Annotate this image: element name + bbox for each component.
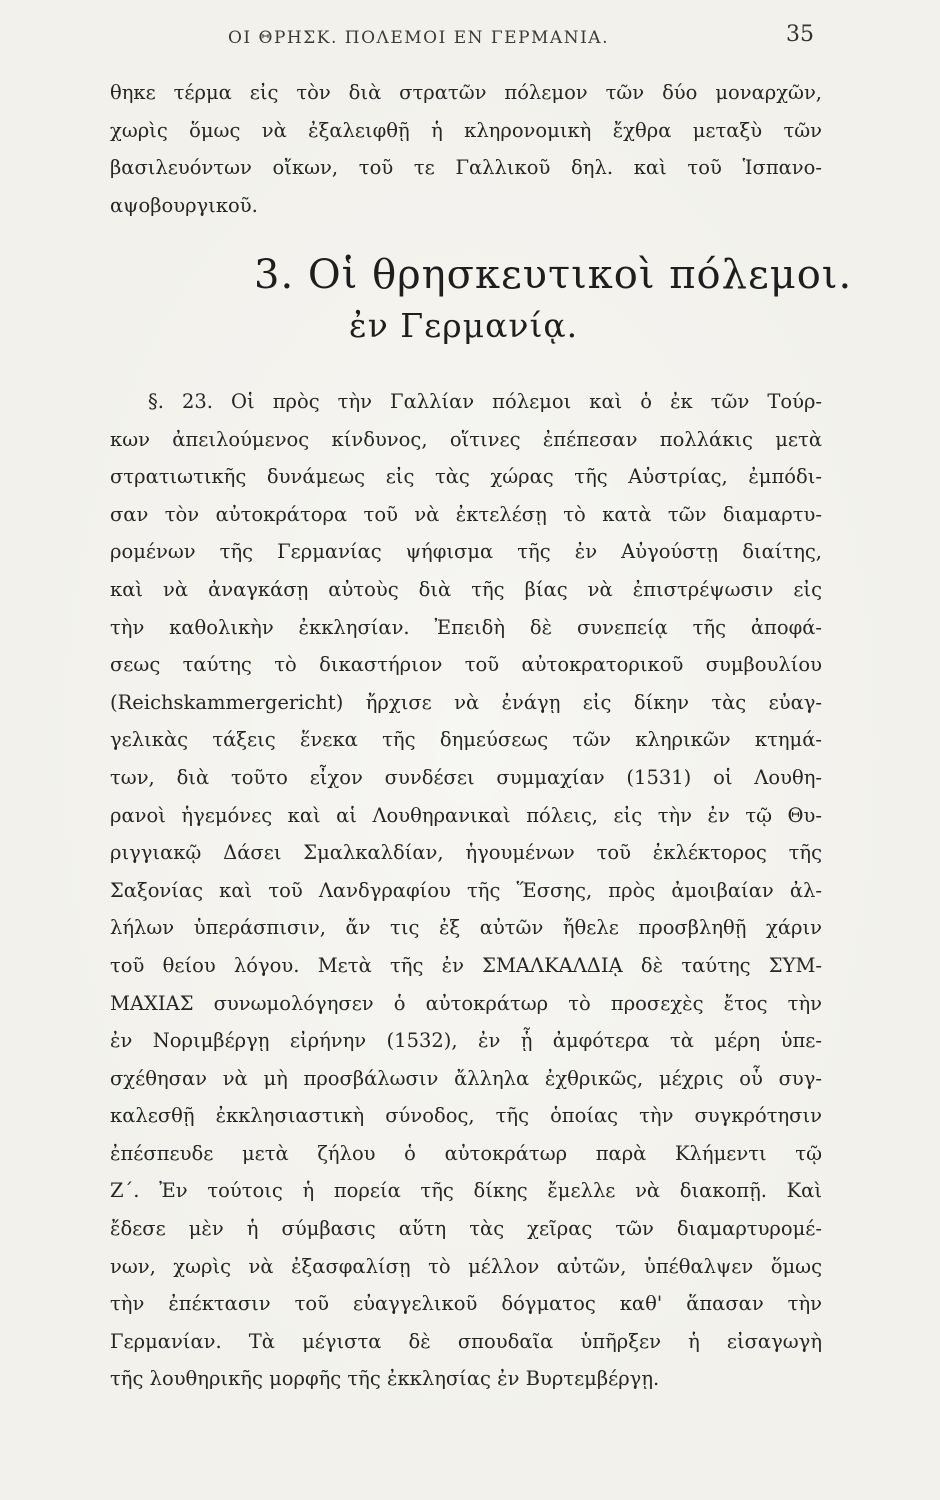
text-line: τοῦ θείου λόγου. Μετὰ τῆς ἐν ΣΜΑΛΚΑΛΔΙᾼ δὲ ταύτης ΣΥΜ- [110, 953, 822, 977]
text-line: τῆς λουθηρικῆς μορφῆς τῆς ἐκκλησίας ἐν Βυρτεμβέργῃ. [110, 1367, 660, 1391]
text-line: Γερμανίαν. Τὰ μέγιστα δὲ σπουδαῖα ὑπῆρξεν ἡ εἰσαγωγὴ [110, 1329, 822, 1353]
text-line: ἐν Νοριμβέργῃ εἰρήνην (1532), ἐν ᾗ ἀμφότερα τὰ μέρη ὑπε- [110, 1029, 822, 1053]
page-number: 35 [786, 22, 814, 47]
text-line: καλεσθῇ ἐκκλησιαστικὴ σύνοδος, τῆς ὁποίας τὴν συγκρότησιν [110, 1104, 822, 1128]
body-paragraph [110, 383, 822, 1398]
text-line: των, διὰ τοῦτο εἶχον συνδέσει συμμαχίαν (1531) οἱ Λουθη- [110, 765, 822, 789]
text-line: νων, χωρὶς νὰ ἐξασφαλίσῃ τὸ μέλλον αὐτῶν, ὑπέθαλψεν ὅμως [110, 1254, 822, 1278]
text-line: §. 23. Οἱ πρὸς τὴν Γαλλίαν πόλεμοι καὶ ὁ ἐκ τῶν Τούρ- [148, 390, 822, 413]
text-line: Σαξονίας καὶ τοῦ Λανδγραφίου τῆς Ἕσσης, πρὸς ἀμοιβαίαν ἀλ- [110, 878, 822, 902]
text-line: σεως ταύτης τὸ δικαστήριον τοῦ αὐτοκρατορικοῦ συμβουλίου [110, 653, 822, 677]
text-line: τὴν ἐπέκτασιν τοῦ εὐαγγελικοῦ δόγματος καθ' ἅπασαν τὴν [110, 1292, 822, 1316]
text-line: λήλων ὑπεράσπισιν, ἄν τις ἐξ αὐτῶν ἤθελε προσβληθῇ χάριν [110, 916, 822, 940]
text-line: σαν τὸν αὐτοκράτορα τοῦ νὰ ἐκτελέσῃ τὸ κατὰ τῶν διαμαρτυ- [110, 502, 822, 526]
text-line: βασιλευόντων οἴκων, τοῦ τε Γαλλικοῦ δηλ. καὶ τοῦ Ἱσπανο- [110, 156, 822, 180]
text-line: σχέθησαν νὰ μὴ προσβάλωσιν ἄλληλα ἐχθρικῶς, μέχρις οὗ συγ- [110, 1066, 822, 1090]
text-line: ρανοὶ ἡγεμόνες καὶ αἱ Λουθηρανικαὶ πόλεις, εἰς τὴν ἐν τῷ Θυ- [110, 803, 822, 827]
text-line: Ζ΄. Ἐν τούτοις ἡ πορεία τῆς δίκης ἔμελλε νὰ διακοπῇ. Καὶ [110, 1179, 822, 1203]
text-line: ΜΑΧΙΑΣ συνωμολόγησεν ὁ αὐτοκράτωρ τὸ προσεχὲς ἔτος τὴν [110, 991, 822, 1015]
text-line: τὴν καθολικὴν ἐκκλησίαν. Ἐπειδὴ δὲ συνεπείᾳ τῆς ἀποφά- [110, 615, 822, 639]
text-line: ριγγιακῷ Δάσει Σμαλκαλδίαν, ἡγουμένων τοῦ ἐκλέκτορος τῆς [110, 841, 822, 865]
text-line: γελικὰς τάξεις ἕνεκα τῆς δημεύσεως τῶν κληρικῶν κτημά- [110, 728, 822, 752]
text-line: στρατιωτικῆς δυνάμεως εἰς τὰς χώρας τῆς Αὐστρίας, ἐμπόδι- [110, 465, 822, 489]
running-title: ΟΙ ΘΡΗΣΚ. ΠΟΛΕΜΟΙ ΕΝ ΓΕΡΜΑΝΙΑ. [228, 28, 609, 48]
text-line: καὶ νὰ ἀναγκάσῃ αὐτοὺς διὰ τῆς βίας νὰ ἐπιστρέψωσιν εἰς [110, 577, 822, 601]
intro-text [110, 74, 822, 224]
section-subheading: ἐν Γερμανίᾳ. [349, 306, 579, 345]
text-line: χωρὶς ὅμως νὰ ἐξαλειφθῇ ἡ κληρονομικὴ ἔχθρα μεταξὺ τῶν [110, 118, 822, 142]
text-line: θηκε τέρμα εἰς τὸν διὰ στρατῶν πόλεμον τῶν δύο μοναρχῶν, [110, 81, 822, 104]
text-line: ἔδεσε μὲν ἡ σύμβασις αὕτη τὰς χεῖρας τῶν διαμαρτυρομέ- [110, 1217, 822, 1241]
text-line: ἐπέσπευδε μετὰ ζήλου ὁ αὐτοκράτωρ παρὰ Κλήμεντι τῷ [110, 1141, 822, 1165]
section-heading: 3. Οἱ θρησκευτικοὶ πόλεμοι. [254, 252, 853, 298]
text-line: κων ἀπειλούμενος κίνδυνος, οἵτινες ἐπέπεσαν πολλάκις μετὰ [110, 427, 822, 451]
text-line: αψοβουργικοῦ. [110, 193, 258, 217]
text-line: (Reichskammergericht) ἤρχισε νὰ ἐνάγῃ εἰς δίκην τὰς εὐαγ- [110, 690, 822, 714]
text-line: ρομένων τῆς Γερμανίας ψήφισμα τῆς ἐν Αὐγούστῃ διαίτης, [110, 540, 822, 564]
